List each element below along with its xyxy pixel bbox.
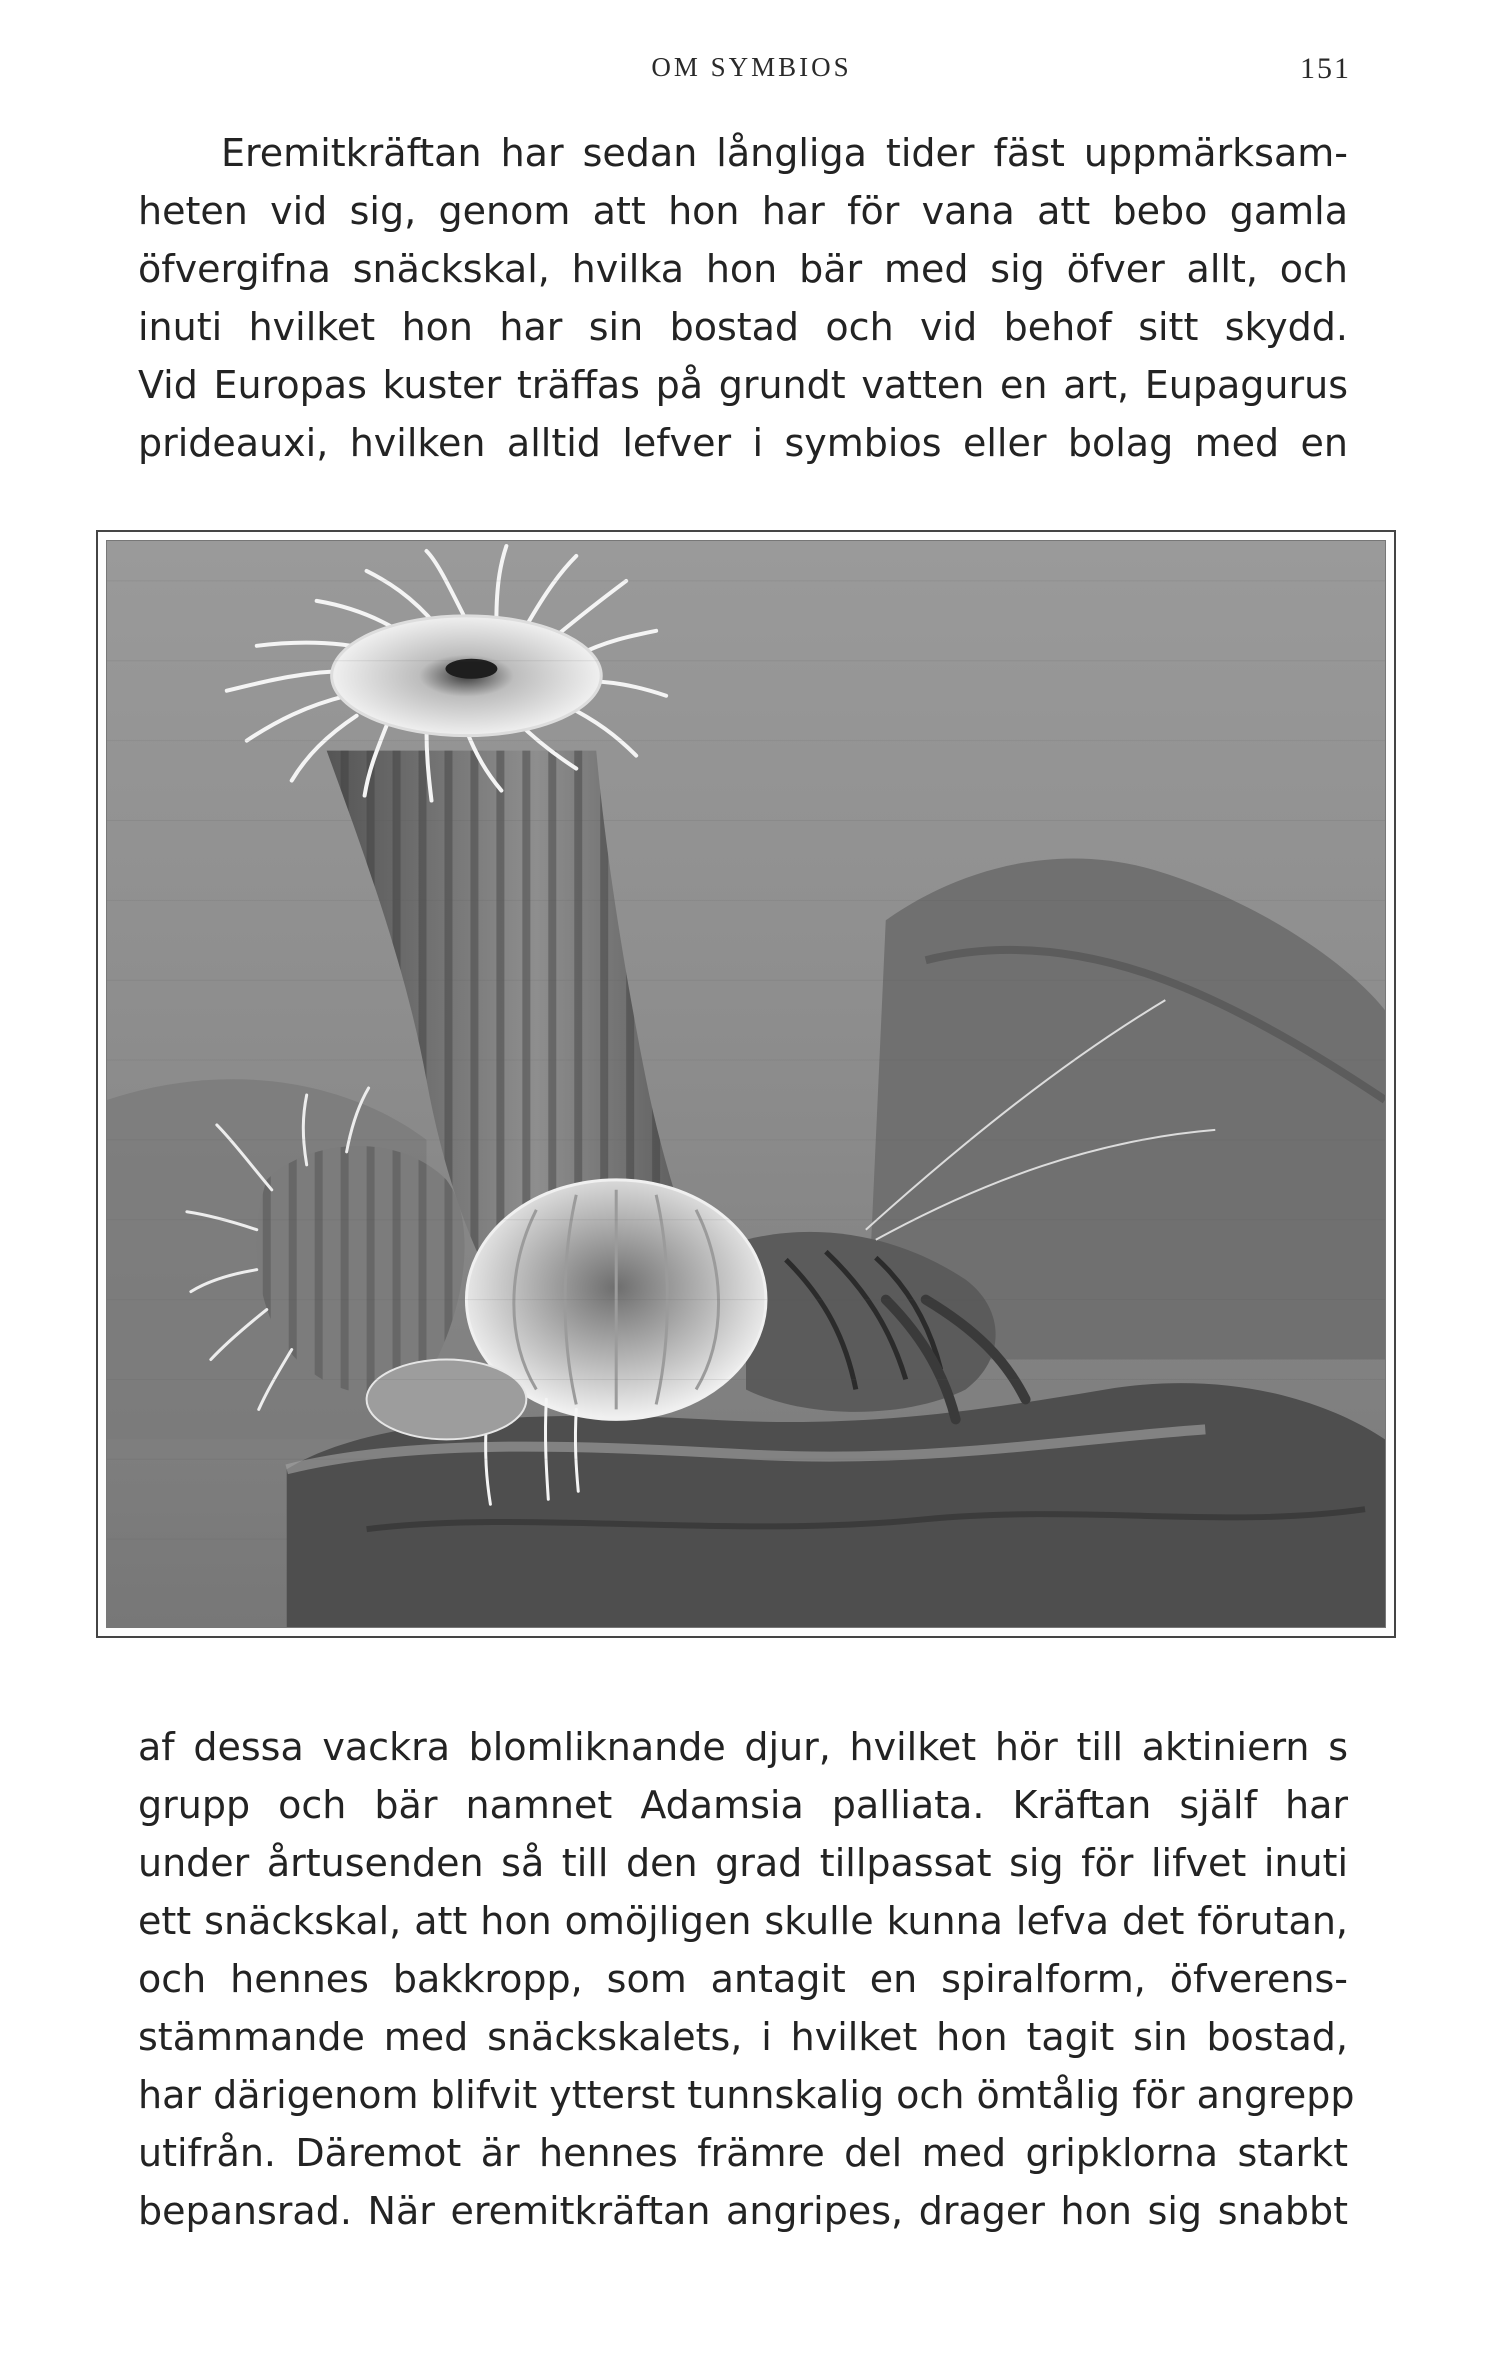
- text-line: bepansrad. När eremitkräftan angripes, drager hon sig snabbt: [138, 2189, 1348, 2233]
- mouth: [445, 659, 497, 679]
- text-line: Vid Europas kuster träffas på grundt vatten en art, Eupagurus: [138, 363, 1348, 407]
- text-line: och hennes bakkropp, som antagit en spiralform, öfverens-: [138, 1957, 1348, 2001]
- text-line: öfvergifna snäckskal, hvilka hon bär med sig öfver allt, och: [138, 247, 1348, 291]
- engraving-illustration-icon: [107, 541, 1385, 1627]
- text-line: heten vid sig, genom att hon har för vana att bebo gamla: [138, 189, 1348, 233]
- text-line: stämmande med snäckskalets, i hvilket hon tagit sin bostad,: [138, 2015, 1348, 2059]
- base-anemone: [367, 1359, 527, 1439]
- running-title: OM SYMBIOS: [651, 52, 852, 82]
- text-line: inuti hvilket hon har sin bostad och vid behof sitt skydd.: [138, 305, 1348, 349]
- paragraph-bottom: [138, 1718, 1355, 2240]
- text-line: Eremitkräftan har sedan långliga tider fäst uppmärksam-: [221, 131, 1348, 175]
- text-line: prideauxi, hvilken alltid lefver i symbios eller bolag med en: [138, 421, 1348, 465]
- text-line: utifrån. Däremot är hennes främre del med gripklorna starkt: [138, 2131, 1348, 2175]
- page-number: 151: [1300, 52, 1351, 85]
- running-header: [0, 52, 1503, 92]
- illustration-frame: [106, 540, 1386, 1628]
- text-line: grupp och bär namnet Adamsia palliata. Kräftan själf har: [138, 1783, 1348, 1827]
- text-line: under årtusenden så till den grad tillpassat sig för lifvet inuti: [138, 1841, 1348, 1885]
- illustration-plate: [96, 530, 1396, 1638]
- text-line: ett snäckskal, att hon omöjligen skulle kunna lefva det förutan,: [138, 1899, 1348, 1943]
- text-line: har därigenom blifvit ytterst tunnskalig och ömtålig för angrepp: [138, 2073, 1355, 2117]
- paragraph-top: [138, 124, 1348, 472]
- text-line: af dessa vackra blomliknande djur, hvilket hör till aktiniern s: [138, 1725, 1348, 1769]
